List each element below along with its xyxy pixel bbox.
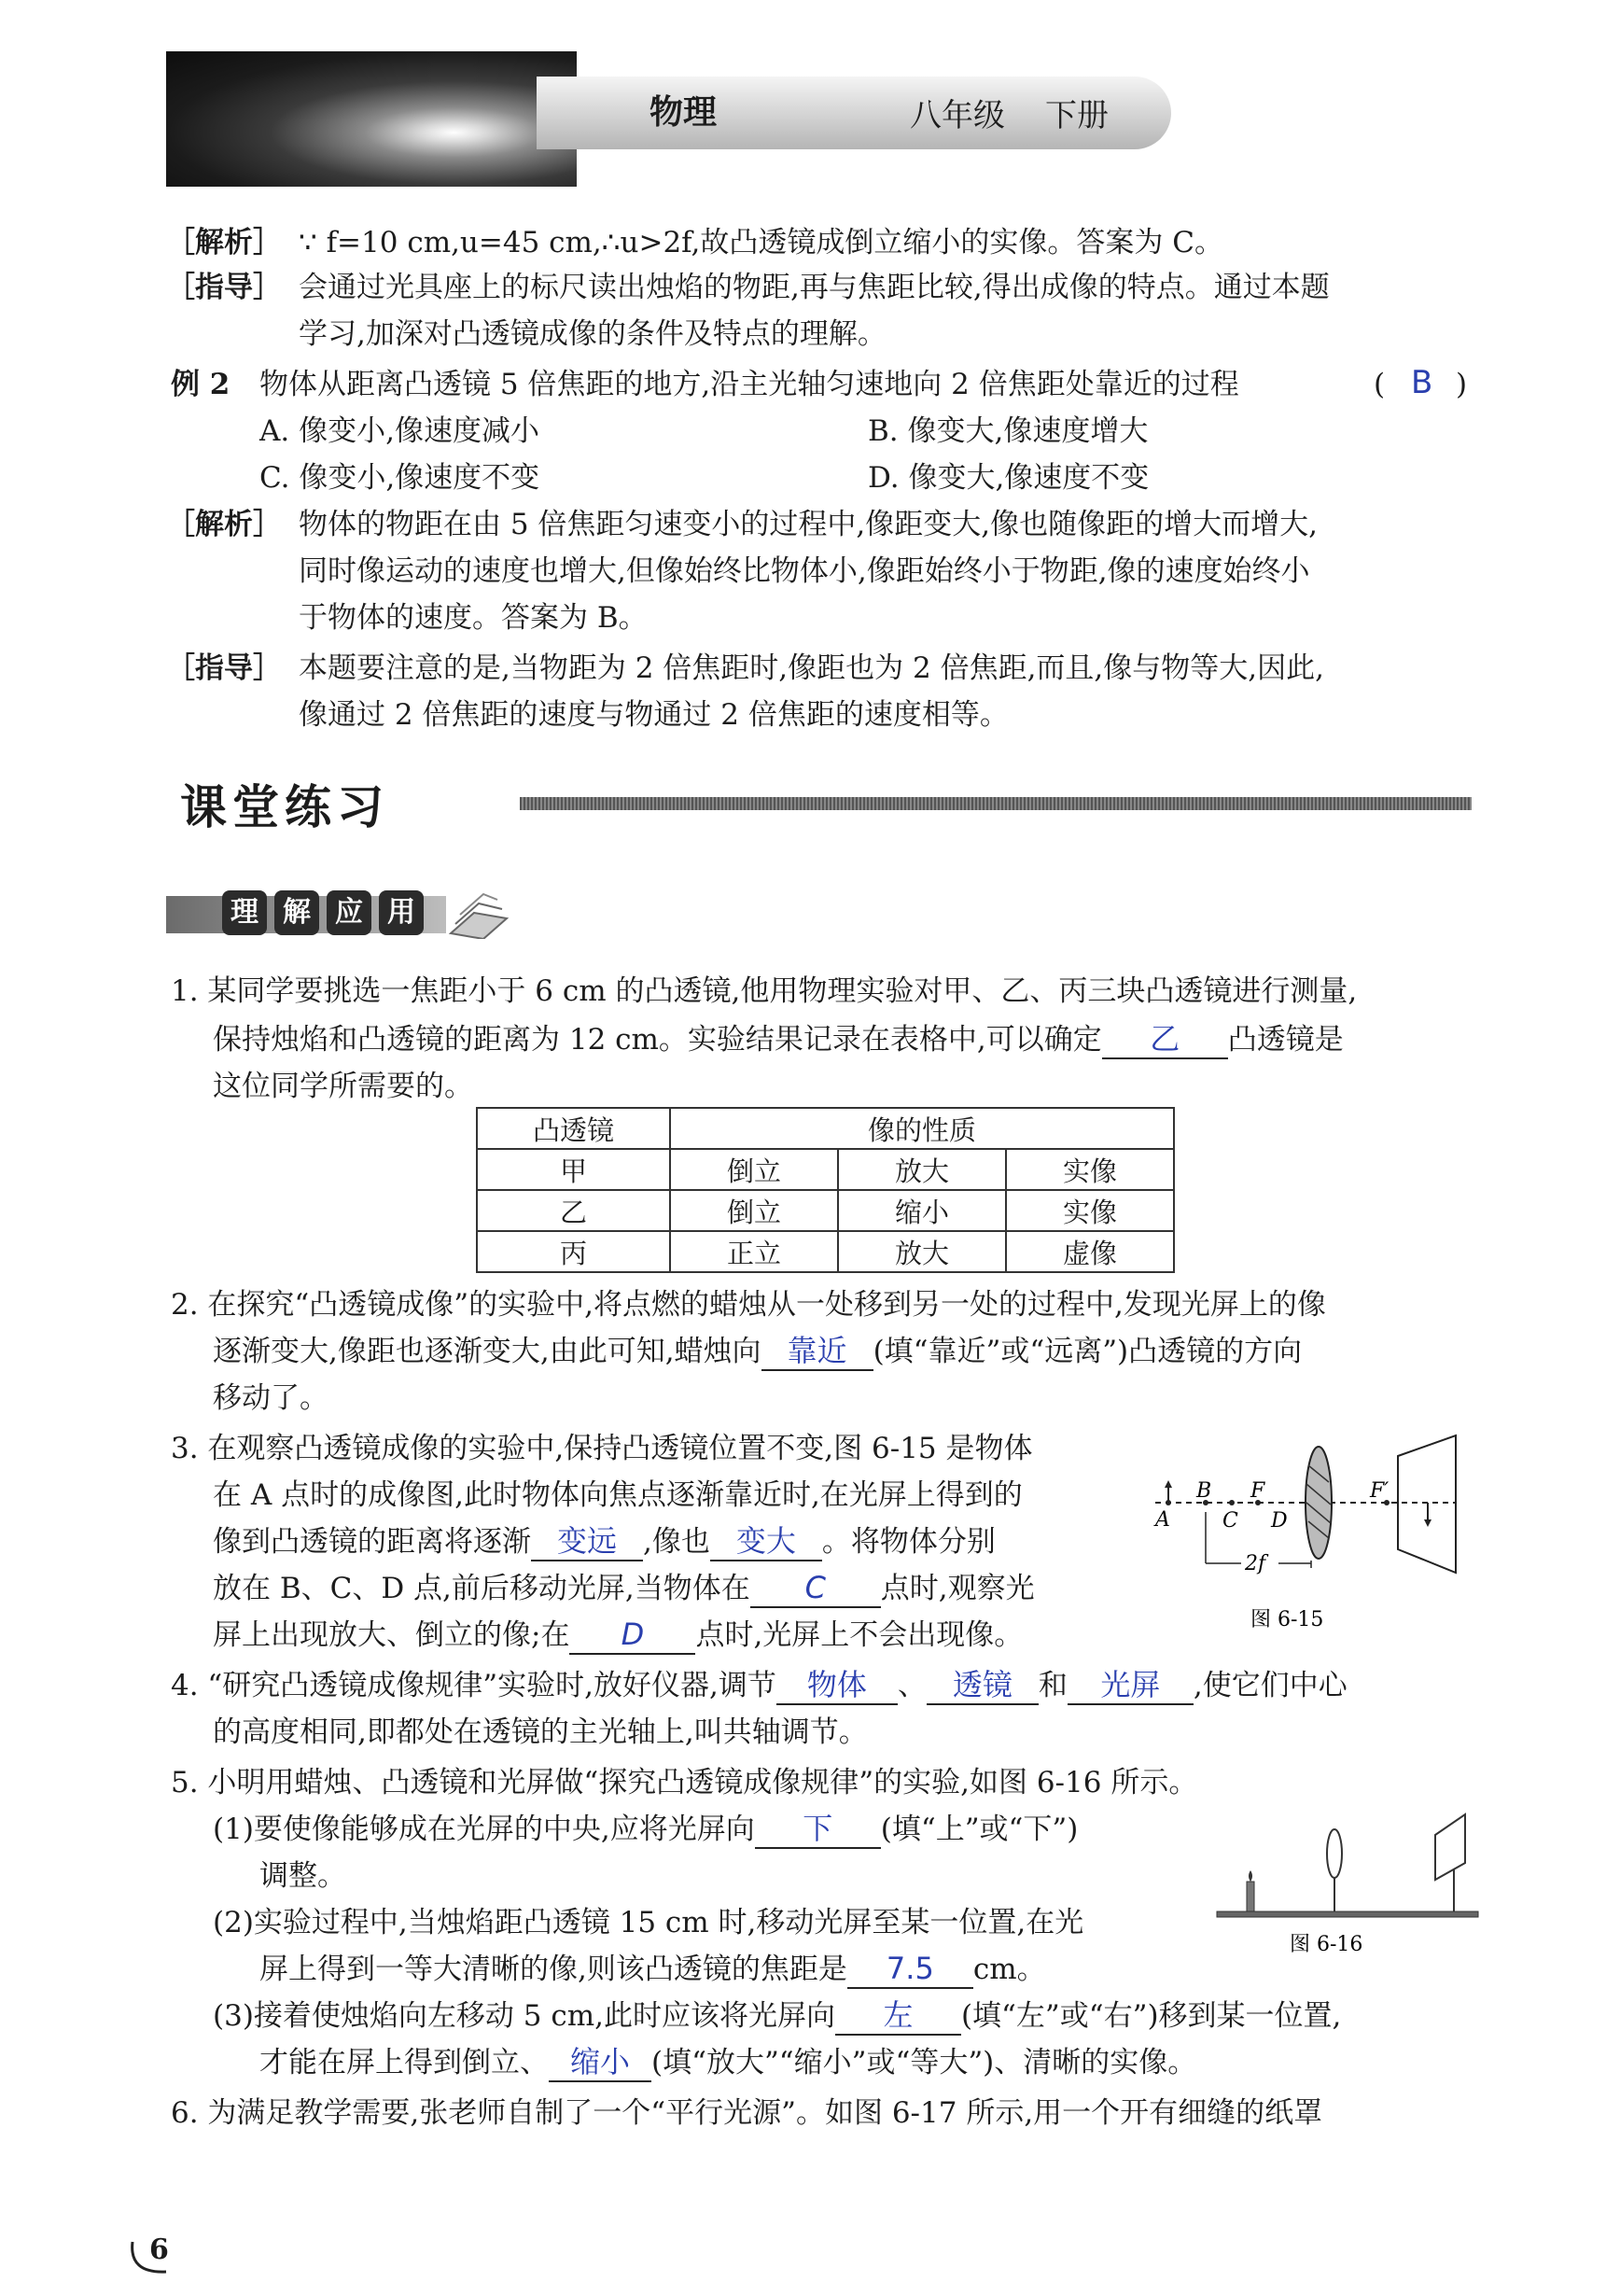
table-header: 像的性质 bbox=[670, 1108, 1174, 1149]
q3-line4 bbox=[213, 1566, 1035, 1611]
label-2f: 2f bbox=[1245, 1552, 1266, 1575]
q5-line1: 5. 小明用蜡烛、凸透镜和光屏做“探究凸透镜成像规律”的实验,如图 6-16 所示。 bbox=[171, 1766, 1198, 1799]
q4-answer-blank-3: 光屏 bbox=[1068, 1666, 1194, 1705]
q2-line1: 2. 在探究“凸透镜成像”的实验中,将点燃的蜡烛从一处移到另一处的过程中,发现光屏上的像 bbox=[171, 1288, 1326, 1322]
section-divider bbox=[520, 797, 1472, 810]
q4-text: ,使它们中心 bbox=[1193, 1669, 1348, 1702]
q4-line1 bbox=[171, 1663, 1348, 1708]
label-a: A bbox=[1155, 1508, 1170, 1532]
book-icon bbox=[446, 887, 511, 939]
q3-answer-blank-4: D bbox=[569, 1616, 695, 1655]
table-row bbox=[477, 1149, 1174, 1190]
label-f-prime: F′ bbox=[1370, 1479, 1390, 1503]
q5-text: (填“左”或“右”)移到某一位置, bbox=[960, 1999, 1342, 2033]
q5-answer-blank-1: 下 bbox=[755, 1810, 881, 1849]
table-cell: 正立 bbox=[670, 1231, 838, 1272]
q5-answer-blank-3: 左 bbox=[835, 1996, 961, 2036]
q5-answer-blank-4: 缩小 bbox=[549, 2043, 651, 2082]
q5-part2-line2 bbox=[259, 1947, 1046, 1992]
label-c: C bbox=[1222, 1509, 1238, 1533]
q5-part1-line2: 调整。 bbox=[259, 1859, 346, 1893]
table-row bbox=[477, 1231, 1174, 1272]
badge-char: 应 bbox=[327, 890, 371, 935]
header-grade: 八年级 bbox=[910, 97, 1005, 134]
q5-text: (3)接着使烛焰向左移动 5 cm,此时应该将光屏向 bbox=[213, 1999, 835, 2033]
page-number: 6 bbox=[149, 2233, 169, 2266]
q3-text: 。将物体分别 bbox=[821, 1525, 996, 1559]
analysis-tag: ［解析］ bbox=[166, 508, 282, 541]
q5-part1 bbox=[213, 1807, 1078, 1852]
q1-line3: 这位同学所需要的。 bbox=[213, 1070, 473, 1103]
q6-line1: 6. 为满足教学需要,张老师自制了一个“平行光源”。如图 6-17 所示,用一个开有细缝的纸罩 bbox=[171, 2096, 1323, 2130]
example2-analysis-line3: 于物体的速度。答案为 B。 bbox=[299, 601, 648, 635]
table-cell: 实像 bbox=[1006, 1149, 1174, 1190]
guide-tag: ［指导］ bbox=[166, 651, 282, 685]
table-cell: 实像 bbox=[1006, 1190, 1174, 1231]
q3-line5 bbox=[213, 1613, 1023, 1658]
table-cell: 放大 bbox=[838, 1231, 1006, 1272]
q3-text: ,像也 bbox=[643, 1525, 710, 1559]
q3-answer-blank-3: C bbox=[750, 1569, 881, 1608]
example2-analysis-line1: 物体的物距在由 5 倍焦距匀速变小的过程中,像距变大,像也随像距的增大而增大, bbox=[299, 508, 1318, 541]
example1-guide-line2: 学习,加深对凸透镜成像的条件及特点的理解。 bbox=[299, 317, 887, 351]
q2-text: (填“靠近”或“远离”)凸透镜的方向 bbox=[873, 1335, 1303, 1368]
example2-guide-line2: 像通过 2 倍焦距的速度与物通过 2 倍焦距的速度相等。 bbox=[299, 698, 1009, 732]
example2-bracket-close: ) bbox=[1456, 368, 1468, 401]
q1-line2 bbox=[213, 1017, 1344, 1062]
example2-analysis-line2: 同时像运动的速度也增大,但像始终比物体小,像距始终小于物距,像的速度始终小 bbox=[299, 554, 1310, 588]
q4-text: 和 bbox=[1038, 1669, 1068, 1702]
q5-text: (1)要使像能够成在光屏的中央,应将光屏向 bbox=[213, 1813, 755, 1846]
table-cell: 甲 bbox=[477, 1149, 670, 1190]
q1-line1: 1. 某同学要挑选一焦距小于 6 cm 的凸透镜,他用物理实验对甲、乙、丙三块凸透镜进行测量, bbox=[171, 974, 1358, 1008]
q3-text: 点时,观察光 bbox=[880, 1572, 1035, 1605]
q4-text: 、 bbox=[897, 1669, 927, 1702]
example1-analysis: ∵ f=10 cm,u=45 cm,∴u>2f,故凸透镜成倒立缩小的实像。答案为 C。 bbox=[299, 226, 1223, 259]
example2-option-c: C. 像变小,像速度不变 bbox=[259, 461, 540, 495]
analysis-tag: ［解析］ bbox=[166, 226, 282, 259]
q4-answer-blank-1: 物体 bbox=[776, 1666, 898, 1705]
example2-option-a: A. 像变小,像速度减小 bbox=[259, 414, 539, 448]
example2-question: 物体从距离凸透镜 5 倍焦距的地方,沿主光轴匀速地向 2 倍焦距处靠近的过程 bbox=[259, 368, 1239, 401]
q4-answer-blank-2: 透镜 bbox=[927, 1666, 1039, 1705]
figure-caption: 图 6-16 bbox=[1290, 1933, 1363, 1956]
q5-text: (填“放大”“缩小”或“等大”)、清晰的实像。 bbox=[651, 2046, 1197, 2079]
q2-line3: 移动了。 bbox=[213, 1381, 328, 1415]
table-cell: 丙 bbox=[477, 1231, 670, 1272]
q3-text: 屏上出现放大、倒立的像;在 bbox=[213, 1618, 570, 1652]
q3-text: 放在 B、C、D 点,前后移动光屏,当物体在 bbox=[213, 1572, 750, 1605]
q1-text: 保持烛焰和凸透镜的距离为 12 cm。实验结果记录在表格中,可以确定 bbox=[213, 1023, 1102, 1057]
label-b: B bbox=[1196, 1479, 1212, 1503]
q2-line2 bbox=[213, 1329, 1302, 1374]
q3-line2: 在 A 点时的成像图,此时物体向焦点逐渐靠近时,在光屏上得到的 bbox=[213, 1478, 1023, 1512]
label-d: D bbox=[1271, 1509, 1288, 1533]
q5-part2-line1: (2)实验过程中,当烛焰距凸透镜 15 cm 时,移动光屏至某一位置,在光 bbox=[213, 1906, 1084, 1939]
badge-char: 用 bbox=[379, 890, 424, 935]
q4-text: 4. “研究凸透镜成像规律”实验时,放好仪器,调节 bbox=[171, 1669, 776, 1702]
q5-answer-blank-2: 7.5 bbox=[847, 1950, 973, 1989]
q3-text: 像到凸透镜的距离将逐渐 bbox=[213, 1525, 531, 1559]
example2-answer: B bbox=[1411, 364, 1433, 401]
q4-line2: 的高度相同,即都处在透镜的主光轴上,叫共轴调节。 bbox=[213, 1715, 868, 1749]
q2-text: 逐渐变大,像距也逐渐变大,由此可知,蜡烛向 bbox=[213, 1335, 761, 1368]
example2-option-d: D. 像变大,像速度不变 bbox=[868, 461, 1150, 495]
figure-6-15 bbox=[1148, 1428, 1474, 1643]
table-cell: 缩小 bbox=[838, 1190, 1006, 1231]
header-subject: 物理 bbox=[649, 92, 718, 132]
q1-text: 凸透镜是 bbox=[1227, 1023, 1344, 1057]
example2-label: 例 2 bbox=[171, 368, 230, 401]
figure-6-16 bbox=[1213, 1801, 1484, 1960]
q5-text: 屏上得到一等大清晰的像,则该凸透镜的焦距是 bbox=[259, 1953, 847, 1986]
guide-tag: ［指导］ bbox=[166, 271, 282, 304]
table-header: 凸透镜 bbox=[477, 1108, 670, 1149]
label-f: F bbox=[1250, 1479, 1265, 1503]
header-galaxy-image bbox=[166, 51, 577, 187]
header-volume: 下册 bbox=[1045, 97, 1109, 134]
q3-line3 bbox=[213, 1519, 996, 1564]
badge-char: 理 bbox=[222, 890, 267, 935]
table-cell: 放大 bbox=[838, 1149, 1006, 1190]
table-cell: 倒立 bbox=[670, 1190, 838, 1231]
q3-answer-blank-2: 变大 bbox=[710, 1522, 822, 1561]
q3-text: 点时,光屏上不会出现像。 bbox=[695, 1618, 1024, 1652]
table-cell: 倒立 bbox=[670, 1149, 838, 1190]
q5-text: 才能在屏上得到倒立、 bbox=[259, 2046, 549, 2079]
q5-part3-line1 bbox=[213, 1994, 1341, 2038]
q1-answer-blank: 乙 bbox=[1102, 1020, 1228, 1059]
section-badge bbox=[166, 887, 511, 939]
q5-part3-line2 bbox=[259, 2040, 1196, 2085]
example2-option-b: B. 像变大,像速度增大 bbox=[868, 414, 1149, 448]
table-row bbox=[477, 1190, 1174, 1231]
example2-bracket-open: ( bbox=[1374, 368, 1386, 401]
table-cell: 乙 bbox=[477, 1190, 670, 1231]
section-title: 课堂练习 bbox=[180, 779, 389, 834]
example2-guide-line1: 本题要注意的是,当物距为 2 倍焦距时,像距也为 2 倍焦距,而且,像与物等大,因此, bbox=[299, 651, 1324, 685]
q3-answer-blank-1: 变远 bbox=[531, 1522, 643, 1561]
q5-text: (填“上”或“下”) bbox=[880, 1813, 1079, 1846]
q5-text: cm。 bbox=[972, 1953, 1046, 1986]
q3-line1: 3. 在观察凸透镜成像的实验中,保持凸透镜位置不变,图 6-15 是物体 bbox=[171, 1432, 1033, 1465]
badge-char: 解 bbox=[274, 890, 319, 935]
lens-table bbox=[476, 1107, 1175, 1273]
q2-answer-blank: 靠近 bbox=[761, 1332, 873, 1371]
example1-guide-line1: 会通过光具座上的标尺读出烛焰的物距,再与焦距比较,得出成像的特点。通过本题 bbox=[299, 271, 1330, 304]
table-cell: 虚像 bbox=[1006, 1231, 1174, 1272]
figure-caption: 图 6-15 bbox=[1250, 1608, 1324, 1631]
